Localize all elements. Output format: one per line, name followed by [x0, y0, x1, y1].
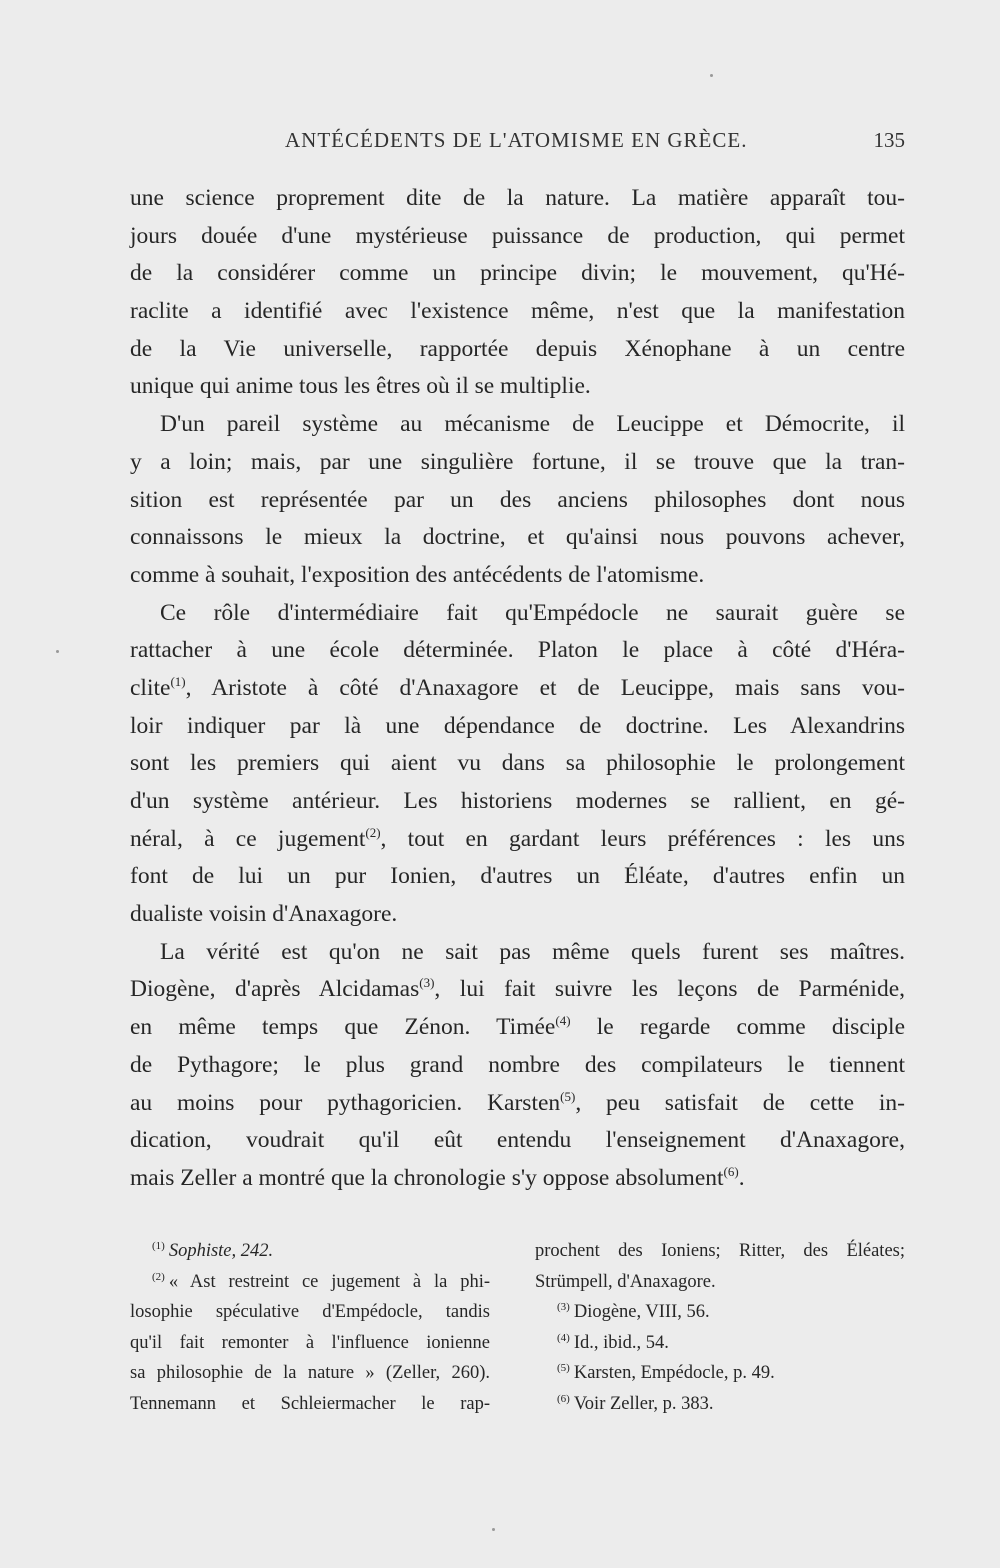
text-line: connaissons le mieux la doctrine, et qu'ainsi nous pouvons achever,	[130, 524, 905, 551]
footnote-ref: (3)	[419, 975, 435, 991]
page-number: 135	[873, 128, 905, 152]
text-line	[130, 670, 905, 708]
text-line	[130, 1085, 905, 1123]
text-segment: , Aristote à côté d'Anaxagore et de Leucippe, mais sans vou-	[185, 674, 905, 701]
text-line: de Pythagore; le plus grand nombre des compilateurs le tiennent	[130, 1051, 905, 1078]
text-line	[130, 971, 905, 1009]
text-line: d'un système antérieur. Les historiens modernes se rallient, en gé-	[130, 788, 905, 814]
text-line: y a loin; mais, par une singulière fortune, il se trouve que la tran-	[130, 448, 905, 475]
footnotes-left-column	[130, 1236, 490, 1419]
body-text	[130, 180, 905, 1198]
paper-speck	[710, 74, 713, 77]
text-line: dualiste voisin d'Anaxagore.	[130, 901, 398, 928]
text-line	[130, 821, 905, 859]
text-line: sition est représentée par un des anciens philosophes dont nous	[130, 486, 905, 513]
footnote-line: Tennemann et Schleiermacher le rap-	[130, 1393, 490, 1414]
text-segment: , tout en gardant leurs préférences : les uns	[380, 825, 905, 852]
footnote-text: « Ast restreint ce jugement à la phi-	[168, 1271, 490, 1292]
text-line: une science proprement dite de la nature. La matière apparaît tou-	[130, 185, 905, 211]
text-line	[130, 1009, 905, 1047]
text-line: sont les premiers qui aient vu dans sa philosophie le prolongement	[130, 750, 905, 777]
text-line: dication, voudrait qu'il eût entendu l'enseignement d'Anaxagore,	[130, 1127, 905, 1154]
text-segment: au moins pour pythagoricien. Karsten	[130, 1089, 561, 1116]
footnote-marker: (6)	[557, 1392, 570, 1405]
text-line: font de lui un pur Ionien, d'autres un Éléate, d'autres enfin un	[130, 863, 905, 890]
text-segment: , lui fait suivre les leçons de Parménide,	[434, 976, 906, 1003]
footnote-marker: (3)	[557, 1301, 570, 1313]
footnote-text: Sophiste, 242.	[168, 1241, 274, 1261]
footnotes-right-column	[535, 1236, 905, 1419]
text-line: de la Vie universelle, rapportée depuis Xénophane à un centre	[130, 335, 905, 362]
footnote-ref: (1)	[170, 673, 186, 689]
text-segment: , peu satisfait de cette in-	[575, 1089, 905, 1116]
text-line: rattacher à une école déterminée. Platon le place à côté d'Héra-	[130, 637, 905, 664]
text-line: La vérité est qu'on ne sait pas même quels furent ses maîtres.	[160, 938, 905, 965]
running-title: ANTÉCÉDENTS DE L'ATOMISME EN GRÈCE.	[285, 128, 748, 152]
footnotes	[130, 1236, 905, 1446]
text-segment: clite	[130, 674, 171, 701]
footnote-marker: (2)	[152, 1270, 165, 1283]
footnote-line: qu'il fait remonter à l'influence ionienne	[130, 1332, 490, 1353]
text-segment: le regarde comme disciple	[570, 1014, 905, 1041]
footnote-5	[535, 1358, 905, 1389]
text-segment: mais Zeller a montré que la chronologie s'y oppose absolument	[130, 1164, 724, 1191]
text-line: unique qui anime tous les êtres où il se multiplie.	[130, 373, 591, 400]
footnote-line: sa philosophie de la nature » (Zeller, 260).	[130, 1363, 490, 1383]
text-line: raclite a identifié avec l'existence même, n'est que la manifestation	[130, 298, 905, 325]
footnote-text: Diogène, VIII, 56.	[573, 1302, 710, 1322]
text-segment: en même temps que Zénon. Timée	[130, 1014, 556, 1041]
text-line: jours douée d'une mystérieuse puissance de production, qui permet	[130, 222, 905, 249]
paper-speck	[56, 650, 59, 653]
text-segment: .	[738, 1164, 745, 1191]
footnote-line: losophie spéculative d'Empédocle, tandis	[130, 1302, 490, 1322]
footnote-2	[130, 1267, 490, 1298]
footnote-4	[535, 1328, 905, 1359]
footnote-ref: (4)	[555, 1013, 571, 1029]
text-line	[130, 1160, 905, 1198]
footnote-text: Karsten, Empédocle, p. 49.	[573, 1363, 775, 1383]
footnote-text: Id., ibid., 54.	[573, 1332, 669, 1353]
text-line: comme à souhait, l'exposition des antécédents de l'atomisme.	[130, 561, 705, 588]
footnote-marker: (5)	[557, 1362, 570, 1374]
text-line: Ce rôle d'intermédiaire fait qu'Empédocle ne saurait guère se	[160, 599, 905, 626]
footnote-text: Voir Zeller, p. 383.	[573, 1393, 714, 1414]
footnote-ref: (2)	[365, 824, 381, 840]
footnote-6	[535, 1389, 905, 1420]
paper-speck	[492, 1528, 495, 1531]
text-segment: néral, à ce jugement	[130, 825, 366, 852]
footnote-1	[130, 1236, 490, 1267]
footnote-marker: (1)	[152, 1240, 165, 1252]
page-header	[130, 128, 905, 160]
footnote-line: Strümpell, d'Anaxagore.	[535, 1271, 716, 1292]
footnote-ref: (5)	[560, 1088, 576, 1104]
text-line: de la considérer comme un principe divin; le mouvement, qu'Hé-	[130, 260, 905, 287]
text-segment: Diogène, d'après Alcidamas	[130, 976, 420, 1003]
text-line: loir indiquer par là une dépendance de doctrine. Les Alexandrins	[130, 712, 905, 739]
footnote-3	[535, 1297, 905, 1328]
footnote-marker: (4)	[557, 1331, 570, 1344]
footnote-line: prochent des Ioniens; Ritter, des Éléates;	[535, 1241, 905, 1261]
footnote-ref: (6)	[723, 1163, 739, 1179]
text-line: D'un pareil système au mécanisme de Leucippe et Démocrite, il	[160, 411, 905, 438]
